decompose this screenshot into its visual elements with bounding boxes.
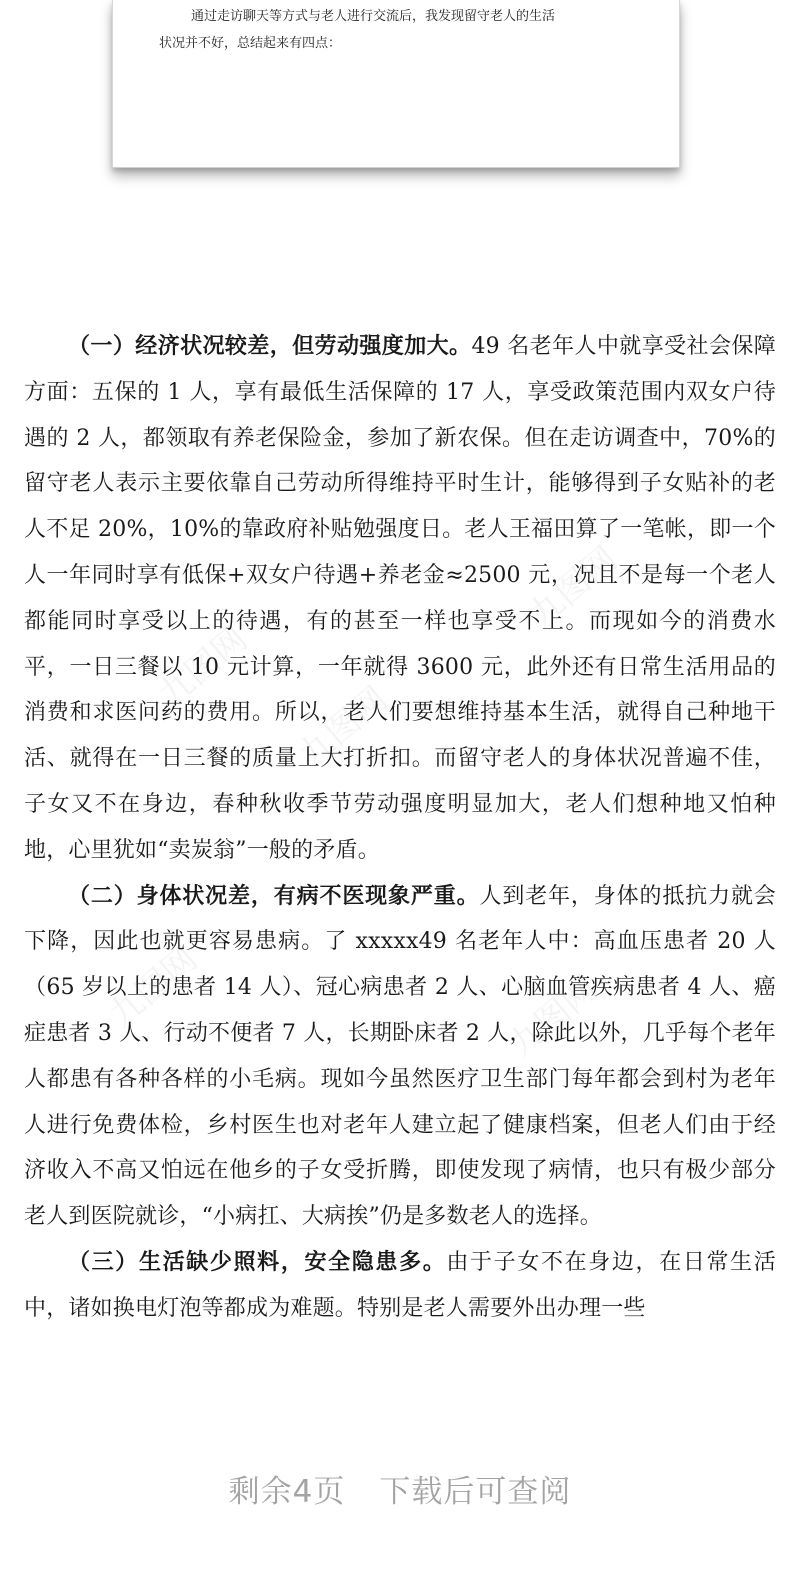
section-1-paragraph — [24, 324, 776, 874]
remaining-pages-banner[interactable] — [0, 1466, 800, 1511]
download-to-view-label[interactable]: 下载后可查阅 — [379, 1474, 572, 1510]
remaining-pages-label: 剩余4页 — [228, 1474, 346, 1510]
previous-page-preview — [112, 0, 680, 168]
section-1-body: 49 名老年人中就享受社会保障方面：五保的 1 人，享有最低生活保障的 17 人，享受政策范围内双女户待遇的 2 人，都领取有养老保险金，参加了新农保。但在走访调查中，70%的留守老人表示主要依靠自己劳动所得维持平时生计，能够得到子女贴补的老人不足 20%，10%的靠政府补贴勉强度日。老人王福田算了一笔帐，即一个人一年同时享有低保+双女户待遇+养老金≈2500 元，况且不是每一个老人都能同时享受以上的待遇，有的甚至一样也享受不上。而现如今的消费水平，一日三餐以 10 元计算，一年就得 3600 元，此外还有日常生活用品的消费和求医问药的费用。所以，老人们要想维持基本生活，就得自己种地干活、就得在一日三餐的质量上大打折扣。而留守老人的身体状况普遍不佳，子女又不在身边，春种秋收季节劳动强度明显加大，老人们想种地又怕种地，心里犹如“卖炭翁”一般的矛盾。 — [24, 334, 776, 863]
document-body — [24, 324, 776, 1332]
section-3-paragraph — [24, 1240, 776, 1332]
section-3-body: 由于子女不在身边，在日常生活中，诸如换电灯泡等都成为难题。特别是老人需要外出办理一些 — [24, 1249, 776, 1321]
preview-line-1: 通过走访聊天等方式与老人进行交流后，我发现留守老人的生活 — [191, 9, 556, 24]
watermark-3: 九图网 — [291, 679, 396, 776]
preview-line-2: 状况并不好，总结起来有四点： — [159, 36, 342, 51]
watermark-1: 九图网 — [151, 619, 256, 716]
preview-paragraph — [159, 3, 649, 57]
section-3-heading: （三）生活缺少照料，安全隐患多。 — [68, 1248, 447, 1275]
section-2-body: 人到老年，身体的抵抗力就会下降，因此也就更容易患病。了 xxxxx49 名老年人中：高血压患者 20 人（65 岁以上的患者 14 人）、冠心病患者 2 人、心脑血管疾病患者 4 人、癌症患者 3 人、行动不便者 7 人，长期卧床者 2 人，除此以外，几乎每个老年人都患有各种各样的小毛病。现如今虽然医疗卫生部门每年都会到村为老年人进行免费体检，乡村医生也对老年人建立起了健康档案，但老人们由于经济收入不高又怕远在他乡的子女受折腾，即使发现了病情，也只有极少部分老人到医院就诊，“小病扛、大病挨”仍是多数老人的选择。 — [24, 883, 776, 1230]
watermark-4: 九图网 — [101, 939, 206, 1036]
watermark-5: 九图网 — [501, 969, 606, 1066]
watermark-2: 九图网 — [521, 539, 626, 636]
section-2-paragraph — [24, 874, 776, 1240]
section-2-heading: （二）身体状况差，有病不医现象严重。 — [68, 882, 480, 909]
section-1-heading: （一）经济状况较差，但劳动强度加大。 — [68, 333, 472, 359]
